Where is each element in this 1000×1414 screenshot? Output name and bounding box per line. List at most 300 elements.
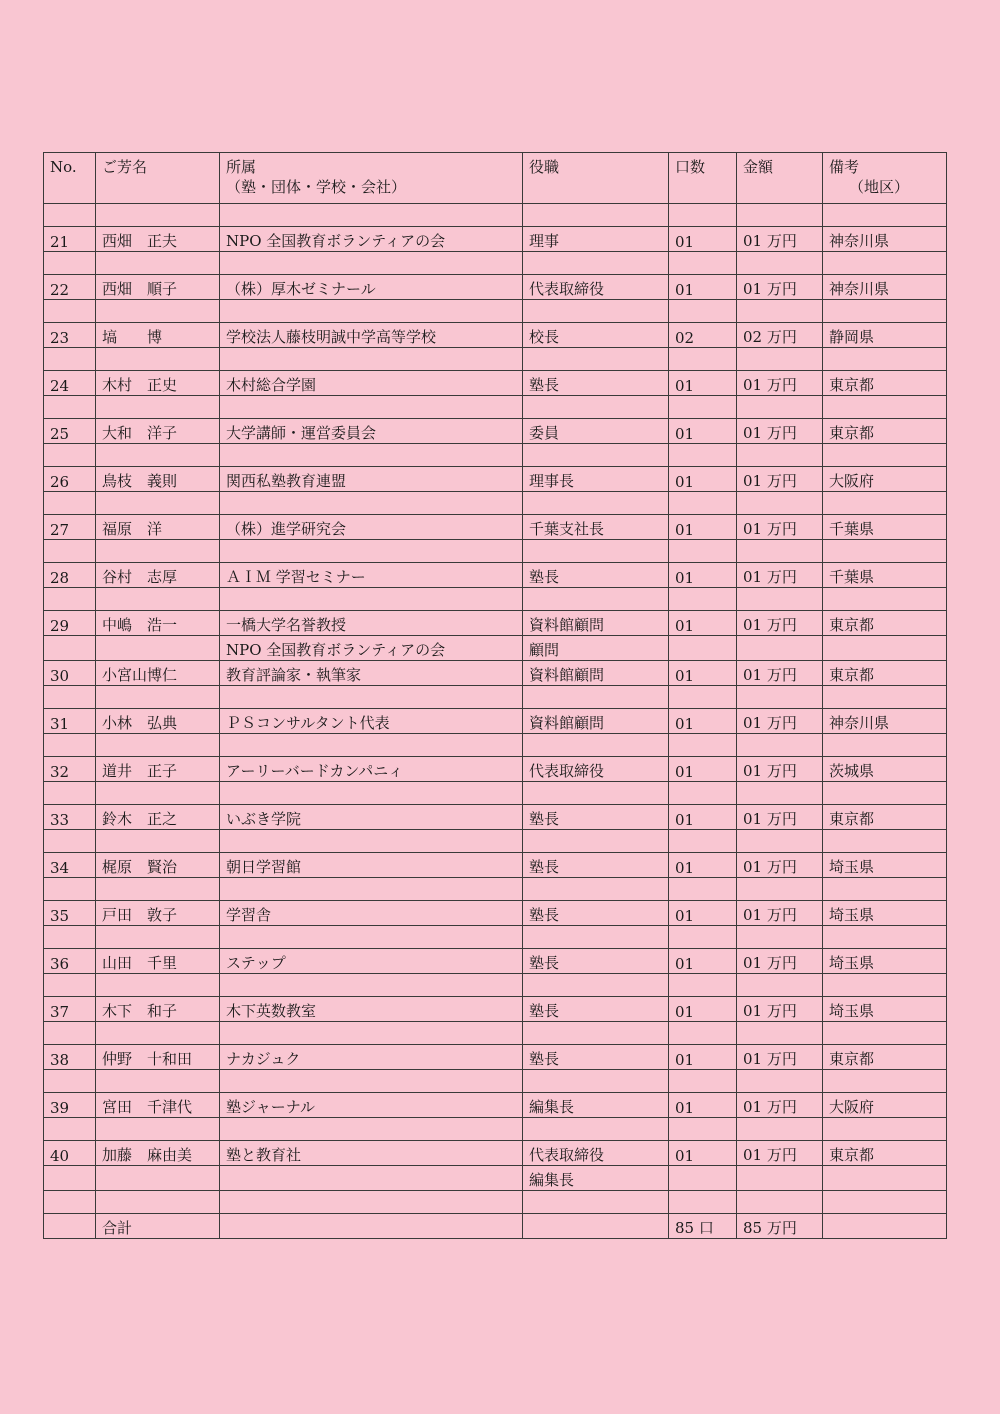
cell-title — [523, 300, 669, 323]
cell-note: 東京都 — [823, 1045, 947, 1070]
cell-amount: 01 万円 — [737, 1045, 823, 1070]
cell-name: 福原 洋 — [96, 515, 220, 540]
table-row — [44, 227, 947, 252]
cell-units: 85 口 — [669, 1214, 737, 1239]
cell-title: 塾長 — [523, 853, 669, 878]
spacer-row — [44, 878, 947, 901]
cell-name — [96, 1070, 220, 1093]
cell-title — [523, 444, 669, 467]
spacer-row — [44, 974, 947, 997]
cell-note: 東京都 — [823, 805, 947, 830]
cell-units: 01 — [669, 467, 737, 492]
cell-note: 東京都 — [823, 661, 947, 686]
cell-name — [96, 540, 220, 563]
cell-note: 神奈川県 — [823, 227, 947, 252]
cell-org: ステップ — [220, 949, 523, 974]
cell-name: 仲野 十和田 — [96, 1045, 220, 1070]
cell-amount — [737, 588, 823, 611]
cell-no — [44, 974, 96, 997]
cell-units — [669, 636, 737, 661]
cell-no — [44, 1022, 96, 1045]
cell-note — [823, 444, 947, 467]
cell-note: 神奈川県 — [823, 275, 947, 300]
cell-note — [823, 396, 947, 419]
cell-units: 01 — [669, 275, 737, 300]
cell-units: 01 — [669, 1045, 737, 1070]
cell-no — [44, 926, 96, 949]
cell-title: 代表取締役 — [523, 275, 669, 300]
cell-amount — [737, 1070, 823, 1093]
cell-title — [523, 1191, 669, 1214]
table-row — [44, 709, 947, 734]
cell-name: 木村 正史 — [96, 371, 220, 396]
cell-amount — [737, 492, 823, 515]
cell-name — [96, 1022, 220, 1045]
cell-org: いぶき学院 — [220, 805, 523, 830]
cell-note — [823, 1070, 947, 1093]
cell-name: 鳥枝 義則 — [96, 467, 220, 492]
cell-no: 28 — [44, 563, 96, 588]
header-org — [220, 153, 523, 204]
header-no: No. — [44, 153, 96, 204]
cell-org: 朝日学習館 — [220, 853, 523, 878]
cell-org — [220, 1070, 523, 1093]
table-row — [44, 661, 947, 686]
cell-no — [44, 878, 96, 901]
cell-units — [669, 1118, 737, 1141]
spacer-row — [44, 1191, 947, 1214]
cell-note — [823, 540, 947, 563]
cell-no — [44, 204, 96, 227]
cell-amount — [737, 636, 823, 661]
cell-title: 塾長 — [523, 805, 669, 830]
donor-table — [43, 152, 947, 1239]
cell-note — [823, 878, 947, 901]
cell-note — [823, 1118, 947, 1141]
cell-name — [96, 492, 220, 515]
cell-amount: 01 万円 — [737, 997, 823, 1022]
cell-org — [220, 1214, 523, 1239]
spacer-row — [44, 1118, 947, 1141]
cell-units — [669, 396, 737, 419]
cell-title: 校長 — [523, 323, 669, 348]
cell-name: 加藤 麻由美 — [96, 1141, 220, 1166]
table-header-row — [44, 153, 947, 204]
cell-amount: 01 万円 — [737, 1141, 823, 1166]
cell-amount: 01 万円 — [737, 853, 823, 878]
cell-title: 資料館顧問 — [523, 661, 669, 686]
cell-name — [96, 926, 220, 949]
cell-org: 学習舎 — [220, 901, 523, 926]
cell-name: 宮田 千津代 — [96, 1093, 220, 1118]
cell-org — [220, 1191, 523, 1214]
cell-units: 01 — [669, 611, 737, 636]
cell-org: 木下英数教室 — [220, 997, 523, 1022]
cell-name — [96, 204, 220, 227]
cell-org: ＰＳコンサルタント代表 — [220, 709, 523, 734]
cell-name — [96, 830, 220, 853]
cell-title — [523, 830, 669, 853]
cell-note: 東京都 — [823, 1141, 947, 1166]
cell-note — [823, 204, 947, 227]
cell-org — [220, 252, 523, 275]
cell-note — [823, 300, 947, 323]
cell-no — [44, 1214, 96, 1239]
cell-note — [823, 348, 947, 371]
cell-name: 塙 博 — [96, 323, 220, 348]
cell-units — [669, 444, 737, 467]
cell-no: 21 — [44, 227, 96, 252]
table-row — [44, 515, 947, 540]
cell-name — [96, 782, 220, 805]
cell-note: 神奈川県 — [823, 709, 947, 734]
table-row — [44, 467, 947, 492]
cell-no — [44, 686, 96, 709]
table-row — [44, 1093, 947, 1118]
cell-amount — [737, 300, 823, 323]
cell-note: 茨城県 — [823, 757, 947, 782]
spacer-row — [44, 734, 947, 757]
cell-units — [669, 926, 737, 949]
cell-name: 大和 洋子 — [96, 419, 220, 444]
cell-org — [220, 878, 523, 901]
cell-name: 谷村 志厚 — [96, 563, 220, 588]
cell-org — [220, 830, 523, 853]
cell-amount: 02 万円 — [737, 323, 823, 348]
header-title: 役職 — [523, 153, 669, 204]
cell-units: 01 — [669, 997, 737, 1022]
cell-org: 塾と教育社 — [220, 1141, 523, 1166]
cell-org — [220, 1166, 523, 1191]
cell-note — [823, 686, 947, 709]
cell-name: 西畑 順子 — [96, 275, 220, 300]
cell-note: 東京都 — [823, 611, 947, 636]
header-name: ご芳名 — [96, 153, 220, 204]
cell-title — [523, 734, 669, 757]
cell-no — [44, 588, 96, 611]
cell-amount — [737, 878, 823, 901]
cell-no — [44, 252, 96, 275]
table-row — [44, 1166, 947, 1191]
cell-no: 40 — [44, 1141, 96, 1166]
cell-amount — [737, 204, 823, 227]
cell-units: 01 — [669, 949, 737, 974]
table-row — [44, 949, 947, 974]
cell-units: 01 — [669, 419, 737, 444]
cell-note: 埼玉県 — [823, 901, 947, 926]
cell-org: 一橋大学名誉教授 — [220, 611, 523, 636]
cell-amount: 01 万円 — [737, 275, 823, 300]
cell-title — [523, 1118, 669, 1141]
cell-units — [669, 204, 737, 227]
cell-title — [523, 588, 669, 611]
cell-org — [220, 540, 523, 563]
cell-no — [44, 396, 96, 419]
cell-org — [220, 300, 523, 323]
cell-org — [220, 348, 523, 371]
cell-note — [823, 926, 947, 949]
table-row — [44, 275, 947, 300]
cell-org — [220, 734, 523, 757]
cell-no: 26 — [44, 467, 96, 492]
cell-name — [96, 588, 220, 611]
cell-name — [96, 444, 220, 467]
cell-amount: 01 万円 — [737, 661, 823, 686]
cell-units: 01 — [669, 853, 737, 878]
spacer-row — [44, 830, 947, 853]
cell-note: 埼玉県 — [823, 997, 947, 1022]
cell-amount: 01 万円 — [737, 1093, 823, 1118]
header-note-label: 備考 — [829, 158, 860, 176]
cell-no: 29 — [44, 611, 96, 636]
cell-note — [823, 252, 947, 275]
cell-amount: 01 万円 — [737, 515, 823, 540]
cell-org: （株）厚木ゼミナール — [220, 275, 523, 300]
cell-amount — [737, 1118, 823, 1141]
cell-units — [669, 974, 737, 997]
cell-title: 委員 — [523, 419, 669, 444]
cell-amount: 85 万円 — [737, 1214, 823, 1239]
cell-name — [96, 348, 220, 371]
cell-name: 木下 和子 — [96, 997, 220, 1022]
cell-units — [669, 1070, 737, 1093]
cell-units: 01 — [669, 227, 737, 252]
header-org-sublabel: （塾・団体・学校・会社） — [226, 178, 407, 196]
cell-title: 塾長 — [523, 901, 669, 926]
cell-no — [44, 636, 96, 661]
header-note-sublabel: （地区） — [849, 178, 910, 196]
header-amount: 金額 — [737, 153, 823, 204]
cell-name — [96, 974, 220, 997]
cell-title: 資料館顧問 — [523, 611, 669, 636]
cell-amount: 01 万円 — [737, 611, 823, 636]
cell-note: 千葉県 — [823, 563, 947, 588]
cell-no: 37 — [44, 997, 96, 1022]
cell-no — [44, 1191, 96, 1214]
cell-amount: 01 万円 — [737, 563, 823, 588]
spacer-row — [44, 444, 947, 467]
cell-no — [44, 1070, 96, 1093]
cell-amount: 01 万円 — [737, 949, 823, 974]
cell-units — [669, 878, 737, 901]
cell-org: 教育評論家・執筆家 — [220, 661, 523, 686]
spacer-row — [44, 396, 947, 419]
cell-note — [823, 782, 947, 805]
cell-amount: 01 万円 — [737, 901, 823, 926]
cell-title: 代表取締役 — [523, 1141, 669, 1166]
cell-no — [44, 1118, 96, 1141]
cell-note: 東京都 — [823, 419, 947, 444]
cell-name: 鈴木 正之 — [96, 805, 220, 830]
cell-org: 木村総合学園 — [220, 371, 523, 396]
cell-units: 01 — [669, 709, 737, 734]
cell-note — [823, 1214, 947, 1239]
cell-org: （株）進学研究会 — [220, 515, 523, 540]
table-row — [44, 997, 947, 1022]
cell-title — [523, 1070, 669, 1093]
cell-title — [523, 686, 669, 709]
cell-no: 35 — [44, 901, 96, 926]
cell-no — [44, 348, 96, 371]
cell-amount — [737, 926, 823, 949]
cell-amount — [737, 1166, 823, 1191]
cell-note: 埼玉県 — [823, 853, 947, 878]
cell-org: 大学講師・運営委員会 — [220, 419, 523, 444]
cell-note — [823, 734, 947, 757]
cell-units — [669, 1022, 737, 1045]
cell-units: 01 — [669, 901, 737, 926]
cell-amount — [737, 734, 823, 757]
table-row — [44, 1045, 947, 1070]
cell-title: 理事長 — [523, 467, 669, 492]
cell-amount: 01 万円 — [737, 709, 823, 734]
cell-amount — [737, 1191, 823, 1214]
cell-title: 塾長 — [523, 1045, 669, 1070]
cell-no: 34 — [44, 853, 96, 878]
cell-no: 25 — [44, 419, 96, 444]
spacer-row — [44, 926, 947, 949]
cell-units: 01 — [669, 805, 737, 830]
cell-org — [220, 204, 523, 227]
spacer-row — [44, 348, 947, 371]
cell-org: アーリーバードカンパニィ — [220, 757, 523, 782]
cell-title — [523, 878, 669, 901]
cell-units — [669, 830, 737, 853]
cell-note: 大阪府 — [823, 467, 947, 492]
table-row — [44, 853, 947, 878]
cell-org — [220, 782, 523, 805]
cell-org: ナカジュク — [220, 1045, 523, 1070]
cell-name: 山田 千里 — [96, 949, 220, 974]
cell-no — [44, 540, 96, 563]
cell-amount — [737, 782, 823, 805]
cell-name: 西畑 正夫 — [96, 227, 220, 252]
cell-title: 塾長 — [523, 997, 669, 1022]
cell-org — [220, 686, 523, 709]
cell-amount — [737, 974, 823, 997]
cell-org — [220, 1118, 523, 1141]
cell-title — [523, 252, 669, 275]
cell-no — [44, 300, 96, 323]
cell-note: 埼玉県 — [823, 949, 947, 974]
cell-units: 01 — [669, 563, 737, 588]
cell-amount: 01 万円 — [737, 805, 823, 830]
cell-no — [44, 782, 96, 805]
cell-amount — [737, 686, 823, 709]
cell-no: 38 — [44, 1045, 96, 1070]
cell-units: 01 — [669, 1093, 737, 1118]
cell-title — [523, 1022, 669, 1045]
cell-name: 戸田 敦子 — [96, 901, 220, 926]
cell-no: 27 — [44, 515, 96, 540]
table-row — [44, 636, 947, 661]
header-units: 口数 — [669, 153, 737, 204]
cell-amount — [737, 396, 823, 419]
cell-units — [669, 1166, 737, 1191]
cell-title: 理事 — [523, 227, 669, 252]
cell-org — [220, 444, 523, 467]
cell-title: 塾長 — [523, 563, 669, 588]
table-row — [44, 323, 947, 348]
cell-title: 編集長 — [523, 1093, 669, 1118]
cell-org — [220, 492, 523, 515]
cell-title: 編集長 — [523, 1166, 669, 1191]
cell-units: 01 — [669, 757, 737, 782]
cell-title: 塾長 — [523, 371, 669, 396]
cell-amount — [737, 348, 823, 371]
cell-note — [823, 1191, 947, 1214]
cell-name — [96, 636, 220, 661]
cell-name: 合計 — [96, 1214, 220, 1239]
cell-title: 資料館顧問 — [523, 709, 669, 734]
cell-units: 01 — [669, 515, 737, 540]
table-row — [44, 563, 947, 588]
header-org-label: 所属 — [226, 158, 257, 176]
cell-org: 学校法人藤枝明誠中学高等学校 — [220, 323, 523, 348]
cell-amount: 01 万円 — [737, 227, 823, 252]
cell-units — [669, 686, 737, 709]
cell-units: 01 — [669, 371, 737, 396]
cell-org: NPO 全国教育ボランティアの会 — [220, 636, 523, 661]
table-row — [44, 757, 947, 782]
cell-no — [44, 734, 96, 757]
cell-no: 31 — [44, 709, 96, 734]
cell-no: 36 — [44, 949, 96, 974]
cell-note — [823, 588, 947, 611]
cell-amount: 01 万円 — [737, 467, 823, 492]
cell-org: 塾ジャーナル — [220, 1093, 523, 1118]
cell-name — [96, 396, 220, 419]
cell-note — [823, 1022, 947, 1045]
cell-name — [96, 300, 220, 323]
table-row — [44, 1214, 947, 1239]
cell-note: 東京都 — [823, 371, 947, 396]
cell-title: 千葉支社長 — [523, 515, 669, 540]
spacer-row — [44, 252, 947, 275]
cell-org — [220, 926, 523, 949]
spacer-row — [44, 300, 947, 323]
cell-note — [823, 636, 947, 661]
cell-no — [44, 444, 96, 467]
cell-units — [669, 1191, 737, 1214]
cell-note — [823, 974, 947, 997]
cell-amount: 01 万円 — [737, 757, 823, 782]
table-row — [44, 1141, 947, 1166]
cell-no — [44, 1166, 96, 1191]
cell-note: 千葉県 — [823, 515, 947, 540]
spacer-row — [44, 204, 947, 227]
cell-units — [669, 300, 737, 323]
cell-note — [823, 830, 947, 853]
cell-name — [96, 878, 220, 901]
cell-title — [523, 204, 669, 227]
cell-units — [669, 540, 737, 563]
cell-no: 22 — [44, 275, 96, 300]
cell-name: 梶原 賢治 — [96, 853, 220, 878]
table-row — [44, 419, 947, 444]
cell-title — [523, 974, 669, 997]
spacer-row — [44, 782, 947, 805]
cell-title: 塾長 — [523, 949, 669, 974]
cell-name: 道井 正子 — [96, 757, 220, 782]
cell-no — [44, 492, 96, 515]
cell-no: 33 — [44, 805, 96, 830]
cell-units — [669, 588, 737, 611]
cell-name: 中嶋 浩一 — [96, 611, 220, 636]
cell-units: 01 — [669, 661, 737, 686]
cell-no: 32 — [44, 757, 96, 782]
cell-name — [96, 1118, 220, 1141]
